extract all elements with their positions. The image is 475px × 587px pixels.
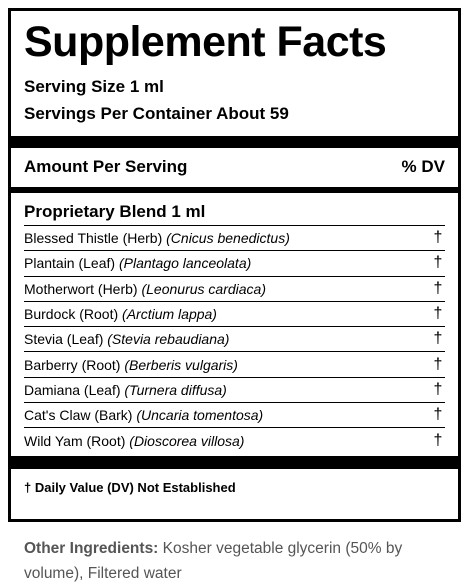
other-ingredients-text: Kosher vegetable glycerin (50% by volume), Filtered water [24, 540, 403, 582]
ingredient-common-name: Motherwort (Herb) [24, 280, 138, 297]
medium-divider [11, 187, 458, 193]
ingredient-common-name: Wild Yam (Root) [24, 433, 126, 450]
ingredient-row [24, 226, 445, 251]
ingredient-name [24, 331, 229, 347]
ingredient-row [24, 428, 445, 453]
ingredient-dv: † [433, 330, 443, 348]
ingredient-scientific-name: (Uncaria tomentosa) [136, 407, 264, 424]
ingredient-row [24, 327, 445, 352]
ingredient-common-name: Blessed Thistle (Herb) [24, 230, 163, 247]
ingredient-dv: † [433, 406, 443, 424]
ingredient-dv: † [433, 279, 443, 297]
ingredient-common-name: Cat's Claw (Bark) [24, 407, 133, 424]
ingredient-row [24, 403, 445, 428]
ingredient-name [24, 382, 227, 398]
ingredient-scientific-name: (Arctium lappa) [122, 306, 217, 323]
servings-per-container: Servings Per Container About 59 [24, 104, 289, 123]
thick-divider [11, 136, 458, 148]
ingredient-scientific-name: (Berberis vulgaris) [124, 356, 238, 373]
other-ingredients [24, 536, 464, 586]
ingredient-row [24, 277, 445, 302]
amount-per-serving-label: Amount Per Serving [24, 157, 188, 176]
ingredient-name [24, 357, 238, 373]
amount-header-row [24, 152, 445, 182]
ingredient-scientific-name: (Dioscorea villosa) [129, 433, 245, 450]
ingredient-dv: † [433, 355, 443, 373]
ingredient-common-name: Burdock (Root) [24, 306, 119, 323]
ingredient-dv: † [433, 432, 443, 450]
ingredient-name [24, 230, 290, 246]
thick-divider-bottom [11, 456, 458, 469]
serving-size: Serving Size 1 ml [24, 77, 164, 96]
blend-title: Proprietary Blend 1 ml [24, 199, 445, 226]
dv-header: % DV [401, 157, 445, 176]
ingredient-scientific-name: (Plantago lanceolata) [118, 255, 252, 272]
ingredient-dv: † [433, 229, 443, 247]
supplement-facts-panel [8, 8, 461, 522]
ingredient-scientific-name: (Cnicus benedictus) [166, 230, 290, 247]
ingredient-common-name: Barberry (Root) [24, 356, 121, 373]
ingredient-scientific-name: (Leonurus cardiaca) [141, 280, 266, 297]
ingredient-row [24, 302, 445, 327]
ingredient-dv: † [433, 254, 443, 272]
other-ingredients-label: Other Ingredients: [24, 540, 159, 557]
dv-footnote: † Daily Value (DV) Not Established [24, 479, 236, 495]
ingredient-name [24, 306, 217, 322]
ingredient-common-name: Stevia (Leaf) [24, 331, 104, 348]
ingredient-name [24, 433, 244, 449]
ingredient-row [24, 352, 445, 377]
ingredient-dv: † [433, 380, 443, 398]
ingredient-row [24, 378, 445, 403]
panel-title: Supplement Facts [24, 18, 387, 66]
ingredient-common-name: Plantain (Leaf) [24, 255, 116, 272]
ingredient-row [24, 251, 445, 276]
ingredient-common-name: Damiana (Leaf) [24, 381, 121, 398]
ingredient-name [24, 255, 251, 271]
ingredient-name [24, 407, 263, 423]
ingredient-scientific-name: (Turnera diffusa) [124, 381, 227, 398]
ingredient-name [24, 281, 266, 297]
ingredient-scientific-name: (Stevia rebaudiana) [107, 331, 230, 348]
ingredient-dv: † [433, 305, 443, 323]
ingredient-list [24, 226, 445, 454]
